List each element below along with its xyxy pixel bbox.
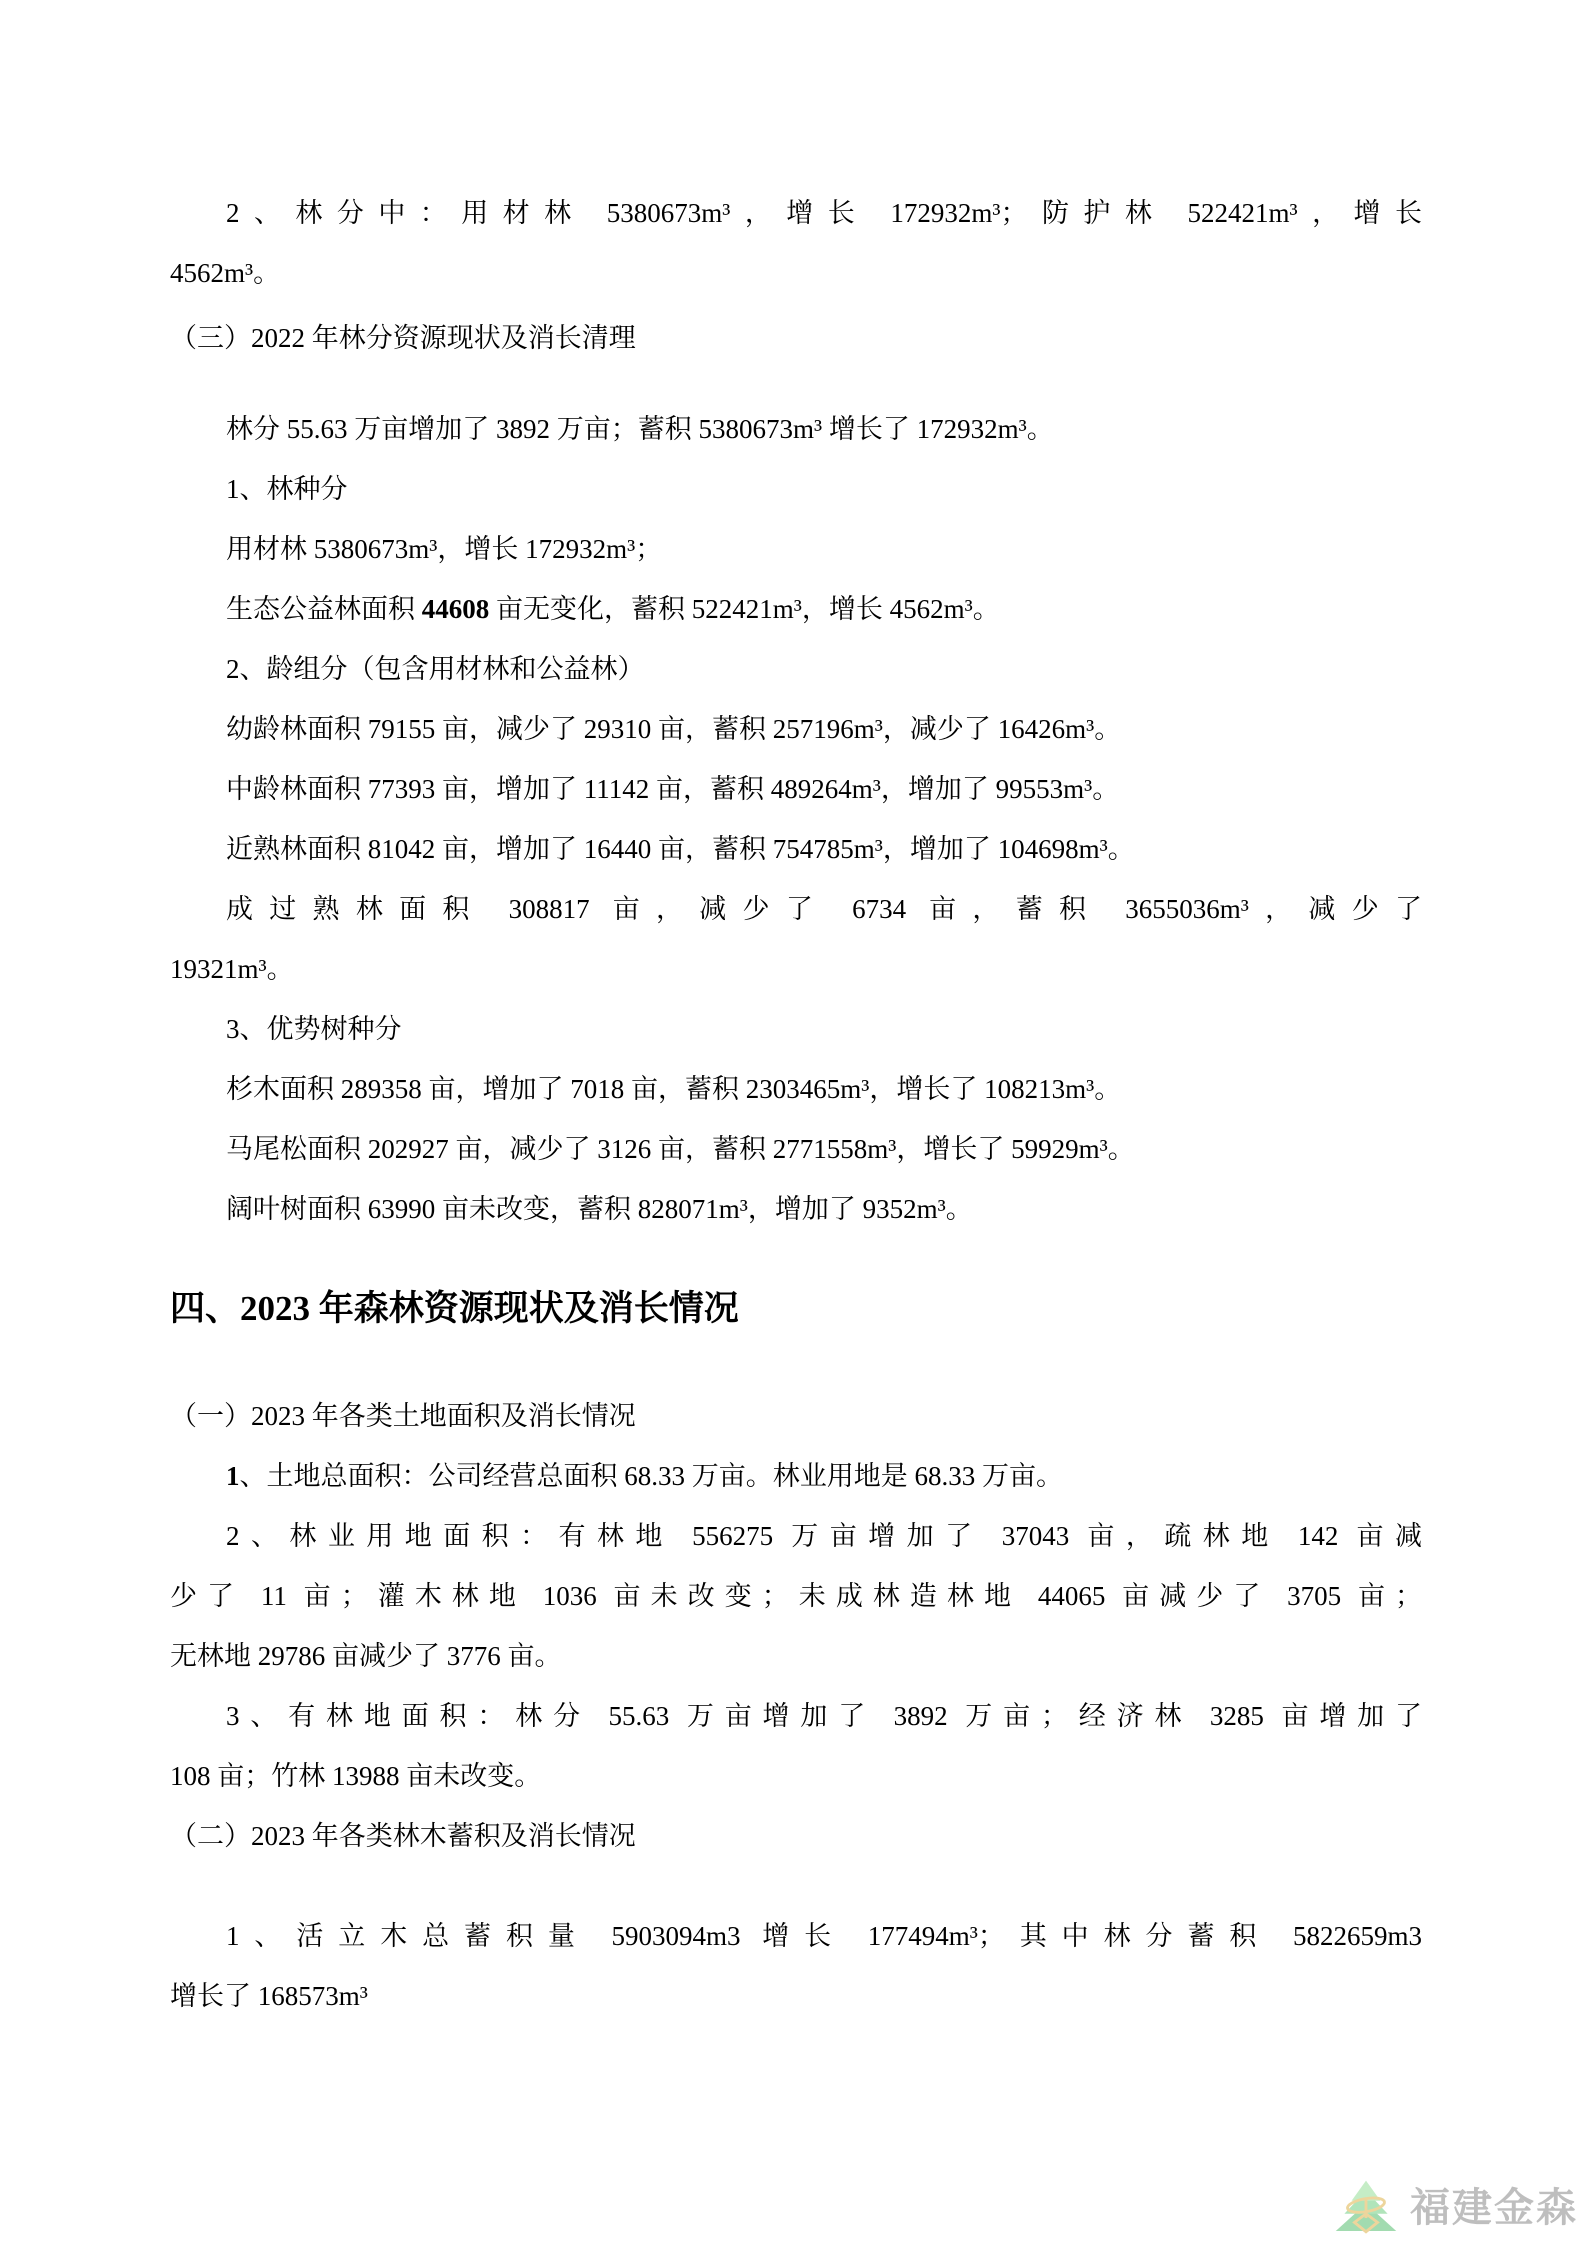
paragraph-line: 成过熟林面积 308817 亩，减少了 6734 亩，蓄积 3655036m³，减少了 (226, 894, 1422, 924)
company-logo (1330, 2179, 1578, 2237)
paragraph-line: 4562m³。 (170, 258, 281, 288)
document-body (170, 183, 1422, 2026)
paragraph-line: 马尾松面积 202927 亩，减少了 3126 亩，蓄积 2771558m³，增长了 59929m³。 (226, 1134, 1135, 1164)
paragraph-line: 2、林业用地面积：有林地 556275 万亩增加了 37043 亩，疏林地 142 亩减 (226, 1521, 1422, 1551)
paragraph-line: 少了 11 亩；灌木林地 1036 亩未改变；未成林造林地 44065 亩减少了 3705 亩； (170, 1581, 1422, 1611)
paragraph-line: 林分 55.63 万亩增加了 3892 万亩；蓄积 5380673m³ 增长了 172932m³。 (226, 414, 1054, 444)
paragraph-line: 幼龄林面积 79155 亩，减少了 29310 亩，蓄积 257196m³，减少了 16426m³。 (226, 714, 1122, 744)
text-segment: 生态公益林面积 (226, 594, 422, 624)
paragraph-line: 3、优势树种分 (226, 1014, 402, 1044)
paragraph-line: 3、有林地面积：林分 55.63 万亩增加了 3892 万亩；经济林 3285 亩增加了 (226, 1701, 1422, 1731)
pine-tree-logo-icon (1330, 2179, 1402, 2237)
paragraph-line: 2、龄组分（包含用材林和公益林） (226, 654, 645, 684)
paragraph-line (170, 1446, 1422, 1506)
bold-value: 1 (226, 1461, 240, 1491)
section-heading-1-land: （一）2023 年各类土地面积及消长情况 (170, 1401, 636, 1431)
section-heading-3-2022: （三）2022 年林分资源现状及消长清理 (170, 323, 636, 353)
paragraph-line: 1、林种分 (226, 474, 348, 504)
paragraph-line: 无林地 29786 亩减少了 3776 亩。 (170, 1641, 562, 1671)
paragraph-line: 2、林分中：用材林 5380673m³，增长 172932m³；防护林 522421m³，增长 (226, 198, 1422, 228)
bold-value: 44608 (421, 594, 490, 624)
paragraph-line: 近熟林面积 81042 亩，增加了 16440 亩，蓄积 754785m³，增加了 104698m³。 (226, 834, 1135, 864)
paragraph-line: 杉木面积 289358 亩，增加了 7018 亩，蓄积 2303465m³，增长了 108213m³。 (226, 1074, 1122, 1104)
paragraph-line: 19321m³。 (170, 954, 294, 984)
chapter-heading-4-2023: 四、2023 年森林资源现状及消长情况 (170, 1289, 739, 1328)
text-segment: 、土地总面积：公司经营总面积 68.33 万亩。林业用地是 68.33 万亩。 (239, 1461, 1063, 1491)
text-segment: 亩无变化，蓄积 522421m³，增长 4562m³。 (489, 594, 1000, 624)
paragraph-line (170, 579, 1422, 639)
paragraph-line: 阔叶树面积 63990 亩未改变，蓄积 828071m³，增加了 9352m³。 (226, 1194, 973, 1224)
paragraph-line: 1、活立木总蓄积量 5903094m3 增长 177494m³；其中林分蓄积 5822659m3 (226, 1921, 1422, 1951)
paragraph-line: 增长了 168573m³ (170, 1981, 368, 2011)
paragraph-line: 108 亩；竹林 13988 亩未改变。 (170, 1761, 542, 1791)
section-heading-2-stock: （二）2023 年各类林木蓄积及消长情况 (170, 1821, 636, 1851)
company-logo-text: 福建金森 (1410, 2186, 1578, 2230)
paragraph-line: 中龄林面积 77393 亩，增加了 11142 亩，蓄积 489264m³，增加了 99553m³。 (226, 774, 1120, 804)
paragraph-line: 用材林 5380673m³，增长 172932m³； (226, 534, 663, 564)
